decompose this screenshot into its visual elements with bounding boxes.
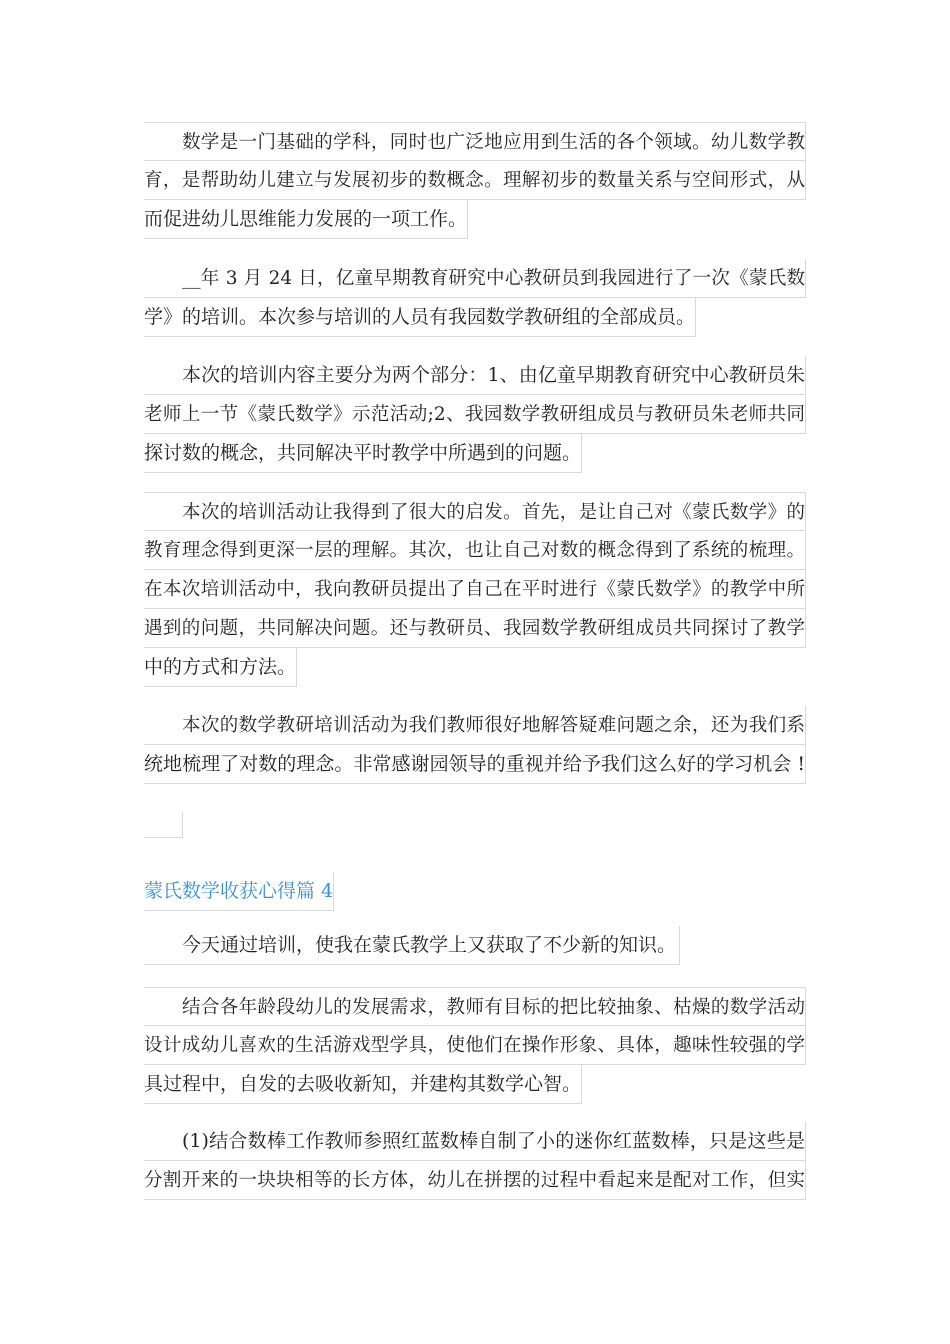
section-paragraph-3-line-2: 分割开来的一块块相等的长方体，幼儿在拼摆的过程中看起来是配对工作，但实	[144, 1161, 806, 1200]
paragraph-4-line-3: 在本次培训活动中，我向教研员提出了自己在平时进行《蒙氏数学》的教学中所	[144, 570, 806, 609]
paragraph-3-line-1: 本次的培训内容主要分为两个部分：1、由亿童早期教育研究中心教研员朱	[144, 356, 806, 395]
section-heading: 蒙氏数学收获心得篇 4	[144, 872, 334, 911]
paragraph-1-line-3: 而促进幼儿思维能力发展的一项工作。	[144, 200, 468, 239]
paragraph-4-line-2: 教育理念得到更深一层的理解。其次，也让自己对数的概念得到了系统的梳理。	[144, 531, 806, 570]
paragraph-1-line-1: 数学是一门基础的学科，同时也广泛地应用到生活的各个领域。幼儿数学教	[144, 122, 806, 161]
section-paragraph-1-line-1: 今天通过培训，使我在蒙氏教学上又获取了不少新的知识。	[144, 926, 680, 965]
section-paragraph-2-line-1: 结合各年龄段幼儿的发展需求，教师有目标的把比较抽象、枯燥的数学活动	[144, 987, 806, 1026]
section-paragraph-3-line-1: (1)结合数棒工作教师参照红蓝数棒自制了小的迷你红蓝数棒，只是这些是	[144, 1122, 806, 1161]
paragraph-3-line-2: 老师上一节《蒙氏数学》示范活动;2、我园数学教研组成员与教研员朱老师共同	[144, 395, 806, 434]
section-paragraph-2-line-2: 设计成幼儿喜欢的生活游戏型学具，使他们在操作形象、具体，趣味性较强的学	[144, 1026, 806, 1065]
section-paragraph-2-line-3: 具过程中，自发的去吸收新知，并建构其数学心智。	[144, 1065, 582, 1104]
paragraph-1-line-2: 育，是帮助幼儿建立与发展初步的数概念。理解初步的数量关系与空间形式，从	[144, 161, 806, 200]
paragraph-2-line-1: __年 3 月 24 日，亿童早期教育研究中心教研员到我园进行了一次《蒙氏数	[144, 259, 806, 298]
paragraph-4-line-1: 本次的培训活动让我得到了很大的启发。首先，是让自己对《蒙氏数学》的	[144, 492, 806, 531]
paragraph-4-line-4: 遇到的问题，共同解决问题。还与教研员、我园数学教研组成员共同探讨了教学	[144, 609, 806, 648]
empty-frame	[144, 812, 183, 838]
paragraph-5-line-2: 统地梳理了对数的理念。非常感谢园领导的重视并给予我们这么好的学习机会 !	[144, 745, 806, 784]
paragraph-2-line-2: 学》的培训。本次参与培训的人员有我园数学教研组的全部成员。	[144, 298, 696, 337]
paragraph-5-line-1: 本次的数学教研培训活动为我们教师很好地解答疑难问题之余，还为我们系	[144, 706, 806, 745]
paragraph-4-line-5: 中的方式和方法。	[144, 648, 297, 687]
paragraph-3-line-3: 探讨数的概念，共同解决平时教学中所遇到的问题。	[144, 434, 582, 473]
